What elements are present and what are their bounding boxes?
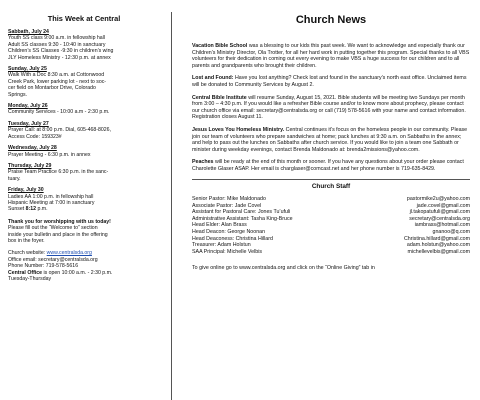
staff-email: jade.covel@gmail.com	[416, 202, 470, 209]
this-week-column	[8, 14, 160, 282]
church-website-label: Church website:	[8, 250, 46, 257]
office-label: Central Office	[8, 269, 43, 276]
church-news-title: Church News	[295, 14, 367, 26]
news-heading: Vacation Bible School	[192, 43, 248, 49]
staff-role: Administrative Assistant: Tasha King-Bruce	[192, 215, 293, 222]
staff-email: adam.holstun@yahoo.com	[406, 242, 470, 249]
sunset-suffix: p.m.	[37, 206, 48, 213]
event-line: Community Services - 10:00 a.m - 2:30 p.m.	[8, 109, 110, 116]
office-hours: is open 10:00 a.m. - 2:30 p.m.	[43, 269, 113, 276]
day-heading: Tuesday, July 27	[8, 120, 49, 127]
event-line: Walk With a Doc 8:30 a.m. at Cottonwood	[8, 72, 105, 79]
day-heading: Wednesday, July 28	[8, 145, 57, 152]
phone-number: Phone Number: 719-578-5616	[8, 263, 79, 270]
day-friday	[8, 187, 160, 213]
news-body: will resume Sunday, August 15, 2021. Bible students will be meeting two Sundays per month from 3:00 – 4:30 p.m. If you would like a refresher Bible course and/or to know more about prophecy, please contact our church office via email: secretary@centralsda.org or call (719) 578-5616 with your name and contact information. Registration closes August 11.	[192, 94, 466, 121]
event-line: cer field on Montarbor Drive, Colorado	[8, 85, 96, 92]
staff-row	[192, 242, 470, 249]
news-body: Central continues it’s focus on the homeless people in our community. Please join our team of volunteers who prepare sandwiches at home; pack lunches at 9:30 a.m. on Sabbaths in the annex; and help to pass out the lunches on Sabbaths after church service. If you would like to join a team one Sabbath or minister during weekday evenings, contact Brenda Maldonado at: brenda2missions@yahoo.com.	[192, 126, 468, 153]
staff-row	[192, 203, 470, 210]
staff-email: jl.takopatufuli@gmail.com	[409, 209, 470, 216]
staff-row	[192, 236, 470, 243]
welcome-line: Please fill out the “Welcome to” section	[8, 225, 98, 232]
event-line: Youth SS class 9:00 a.m. in fellowship hall	[8, 35, 105, 42]
staff-email: Christina.hillard@gmail.com	[403, 235, 470, 242]
staff-role: Assistant for Pastoral Care: Jones Tu’ufuli	[192, 209, 291, 216]
day-heading: Friday, July 30	[8, 187, 44, 194]
event-line: Adult SS classes 9:30 - 10:40 in sanctuary	[8, 41, 106, 48]
news-peaches	[192, 159, 470, 172]
sunset-time: 8:12	[25, 206, 36, 213]
office-email: Office email: secretary@centralsda.org	[8, 256, 98, 263]
day-tuesday	[8, 121, 160, 140]
staff-row	[192, 196, 470, 203]
office-days: Tuesday-Thursday	[8, 276, 52, 282]
church-website-link[interactable]: www.centralsda.org	[46, 250, 92, 257]
event-line: Hispanic Meeting at 7:00 in sanctuary	[8, 199, 95, 206]
this-week-title: This Week at Central	[47, 14, 121, 23]
staff-row	[192, 209, 470, 216]
staff-email: secretary@centralsda.org	[409, 215, 470, 222]
news-heading: Lost and Found:	[192, 75, 234, 82]
news-body: will be ready at the end of this month or sooner. If you have any questions about your order please contact Charolette Glaser ASAP. Her email is charglaser@comcast.net and her phone number is 719-635-8429.	[192, 159, 464, 172]
day-wednesday	[8, 145, 160, 158]
online-giving-note: To give online go to www.centralsda.org and click on the “Online Giving” tab in	[192, 265, 375, 272]
day-heading: Monday, July 26	[8, 103, 48, 110]
event-line: Creek Park, lower parking lot - next to soc-	[8, 78, 107, 85]
news-heading: Peaches	[192, 159, 214, 166]
column-divider	[171, 12, 172, 400]
church-staff-title: Church Staff	[311, 182, 351, 190]
staff-email: pastormike2u@yahoo.com	[406, 196, 470, 203]
event-line: Prayer Call: at 8:00 p.m. Dial, 605-468-8026,	[8, 127, 111, 134]
sunset-line	[8, 206, 160, 212]
staff-row	[192, 216, 470, 223]
sunset-label: Sunset	[8, 206, 25, 213]
news-vbs	[192, 43, 470, 69]
news-lost-found	[192, 75, 470, 88]
staff-email: michellevelbis@gmail.com	[407, 248, 470, 255]
staff-list	[192, 196, 470, 255]
news-homeless-ministry	[192, 127, 470, 153]
event-line: Children’s SS Classes -9:30 in children’s wing	[8, 48, 114, 55]
news-heading: Jesus Loves You Homeless Ministry.	[192, 126, 285, 133]
welcome-line: inside your bulletin and place in the offering	[8, 231, 108, 238]
day-heading: Sunday, July 25	[8, 66, 47, 73]
staff-role: Associate Pastor: Jade Covel	[192, 202, 262, 209]
day-heading: Thursday, July 29	[8, 162, 52, 169]
day-thursday	[8, 163, 160, 182]
news-body: was a blessing to our kids this past week. We want to acknowledge and especially thank our Children’s Ministry Director, Ola Trotter, for all her hard work in putting together this program. Special thanks to all VBS volunteers for their dedication in coming out every evening to make VBS a huge success for our children and to all parents and grandparents who brought their children.	[192, 43, 470, 69]
welcome-line: box in the foyer.	[8, 237, 45, 244]
staff-row	[192, 222, 470, 229]
staff-email: gnanoo@q.com	[432, 229, 470, 236]
event-line: Access Code: 159323#	[8, 133, 62, 140]
staff-role: Treasurer: Adam Holstun	[192, 242, 251, 249]
staff-divider	[192, 179, 470, 180]
staff-email: iambrass@hotmail.com	[414, 222, 470, 229]
event-line: JLY Homeless Ministry - 12:30 p.m. at annex	[8, 54, 111, 61]
staff-row	[192, 249, 470, 256]
event-line: Prayer Meeting - 6:30 p.m. in annex	[8, 151, 91, 158]
day-monday	[8, 103, 160, 116]
news-body: Have you lost anything? Check lost and found in the sanctuary’s north east office. Unclaimed items will be donated to Community Services by August 2.	[192, 75, 467, 88]
thanks-message: Thank you for worshipping with us today!	[8, 218, 111, 225]
staff-role: Head Deacon: George Noonan	[192, 229, 266, 236]
event-line: tuary.	[8, 175, 21, 182]
day-sunday	[8, 66, 160, 98]
event-line: Praise Team Practice 6:30 p.m. in the sanc-	[8, 169, 109, 176]
contact-info	[8, 250, 160, 282]
church-news-column	[192, 14, 470, 272]
day-heading: Sabbath, July 24	[8, 29, 49, 35]
news-bible-institute	[192, 95, 470, 121]
staff-row	[192, 229, 470, 236]
staff-role: SAA Principal: Michelle Velbis	[192, 248, 263, 255]
event-line: Ladies AA 1:00 p.m. in fellowship hall	[8, 193, 94, 200]
day-sabbath	[8, 29, 160, 61]
staff-role: Head Deaconess: Christina Hillard	[192, 235, 273, 242]
event-line: Springs.	[8, 91, 28, 98]
news-heading: Central Bible Institute	[192, 94, 247, 101]
staff-role: Head Elder: Alan Brass	[192, 222, 247, 229]
staff-role: Senior Pastor: Mike Maldonado	[192, 196, 266, 203]
